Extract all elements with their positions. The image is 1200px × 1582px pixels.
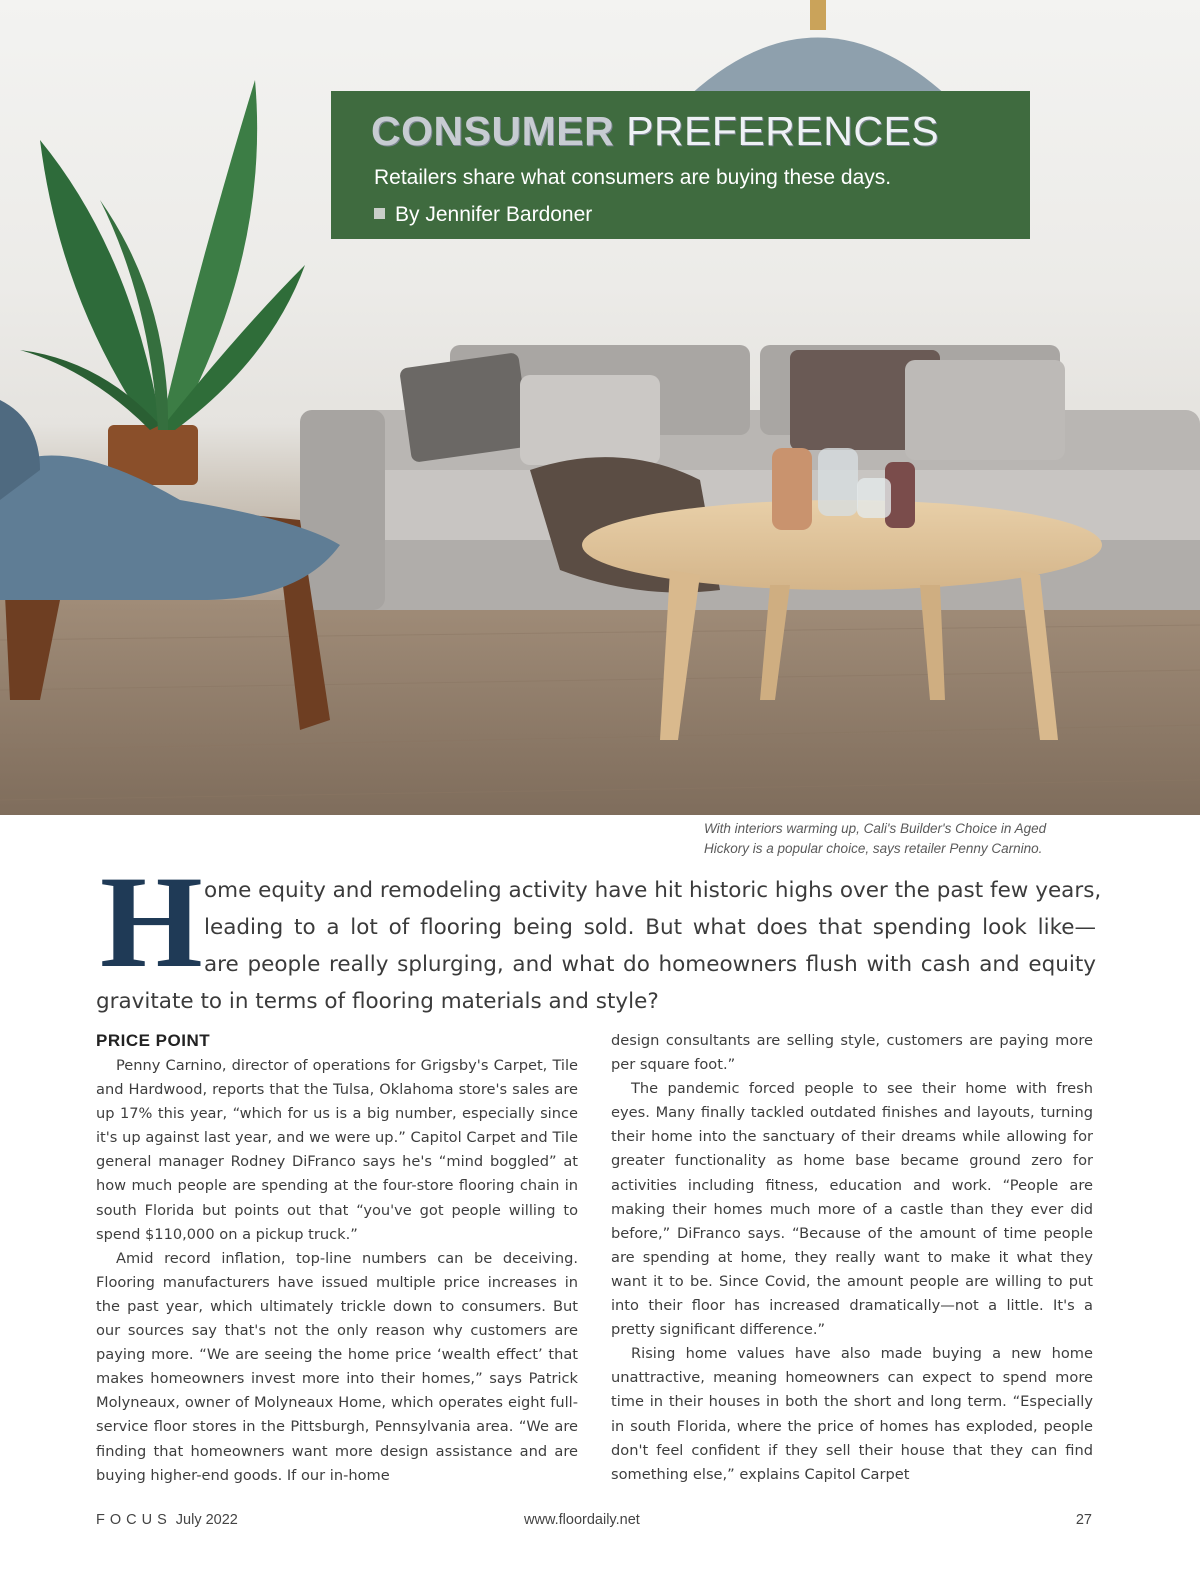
pendant-lamp [690, 38, 946, 96]
footer-website[interactable]: www.floordaily.net [524, 1512, 640, 1528]
glass-vase [818, 448, 858, 516]
lead-line-2: leading to a lot of flooring being sold. But what does that spending look like— [204, 915, 1096, 940]
body-paragraph: Penny Carnino, director of operations for Grigsby's Carpet, Tile and Hardwood, reports that the Tulsa, Oklahoma store's sales are up 17% this year, “which for us is a big number, especially since it's up against last year, and we were up.” Capitol Carpet and Tile general manager Rodney DiFranco says he's “mind boggled” at how much people are spending at the four-store flooring chain in south Florida but points out that “you've got people willing to spend $110,000 on a pickup truck.” [96, 1057, 578, 1243]
body-paragraph: Amid record inflation, top-line numbers can be deceiving. Flooring manufacturers have issued multiple price increases in the past year, which ultimately trickle down to consumers. But our sources say that's not the only reason why customers are paying more. “We are seeing the home price ‘wealth effect’ that makes homeowners invest more into their homes,” says Patrick Molyneaux, owner of Molyneaux Home, which operates eight full-service floor stores in the Pittsburgh, Pennsylvania area. “We are finding that homeowners want more design assistance and are buying higher-end goods. If our in-home [96, 1249, 578, 1484]
lead-line-4: gravitate to in terms of flooring materials and style? [96, 989, 659, 1014]
body-paragraph: Rising home values have also made buying a new home unattractive, meaning homeowners can expect to spend more time in their houses in both the short and long term. “Especially in south Florida, where the price of homes has exploded, people don't feel confident if they sell their house that they can find something else,” explains Capitol Carpet [611, 1345, 1093, 1483]
publication-name: FOCUS [96, 1512, 172, 1528]
caption-line-2: Hickory is a popular choice, says retailer Penny Carnino. [704, 841, 1043, 856]
body-paragraph: The pandemic forced people to see their home with fresh eyes. Many finally tackled outdated finishes and layouts, turning their home into the sanctuary of their dreams while allowing for greater functionality as home base became ground zero for activities including fitness, education and work. “People are making their homes much more of a castle than they ever did before,” DiFranco says. “Because of the amount of time people are spending at home, they really want to make it what they want it to be. Since Covid, the amount people are willing to put into their floor has increased dramatically—not a little. It's a pretty significant difference.” [611, 1080, 1093, 1339]
page-number: 27 [1075, 1512, 1092, 1528]
section-heading: PRICE POINT [96, 1031, 211, 1050]
grey-pillow [905, 360, 1065, 460]
body-column-left [96, 1029, 578, 1488]
body-column-right [611, 1029, 1093, 1487]
lead-line-3: are people really splurging, and what do homeowners flush with cash and equity [204, 952, 1096, 977]
issue-date: July 2022 [175, 1512, 238, 1528]
title-rest-word: PREFERENCES [626, 108, 940, 154]
plant [20, 80, 305, 485]
grey-pillow-2 [520, 375, 660, 465]
lead-line-1: ome equity and remodeling activity have hit historic highs over the past few years, [204, 878, 1102, 903]
caption-line-1: With interiors warming up, Cali's Builder's Choice in Aged [704, 821, 1047, 836]
houndstooth-pillow [399, 352, 531, 463]
body-paragraph: design consultants are selling style, customers are paying more per square foot.” [611, 1032, 1093, 1074]
title-bold-word: CONSUMER [371, 108, 615, 154]
photo-caption [704, 819, 1104, 859]
drop-cap: H [100, 848, 203, 995]
article-byline [374, 202, 592, 228]
glass-jar [857, 478, 891, 518]
article-deck: Retailers share what consumers are buying these days. [374, 166, 892, 189]
article-title [371, 107, 939, 155]
lamp-rod [810, 0, 826, 30]
byline-text: By Jennifer Bardoner [395, 203, 593, 226]
footer-publication [96, 1512, 238, 1528]
bullet-square-icon [374, 208, 385, 219]
lead-paragraph [96, 872, 1102, 1020]
clay-vase [772, 448, 812, 530]
title-banner [331, 91, 1030, 239]
